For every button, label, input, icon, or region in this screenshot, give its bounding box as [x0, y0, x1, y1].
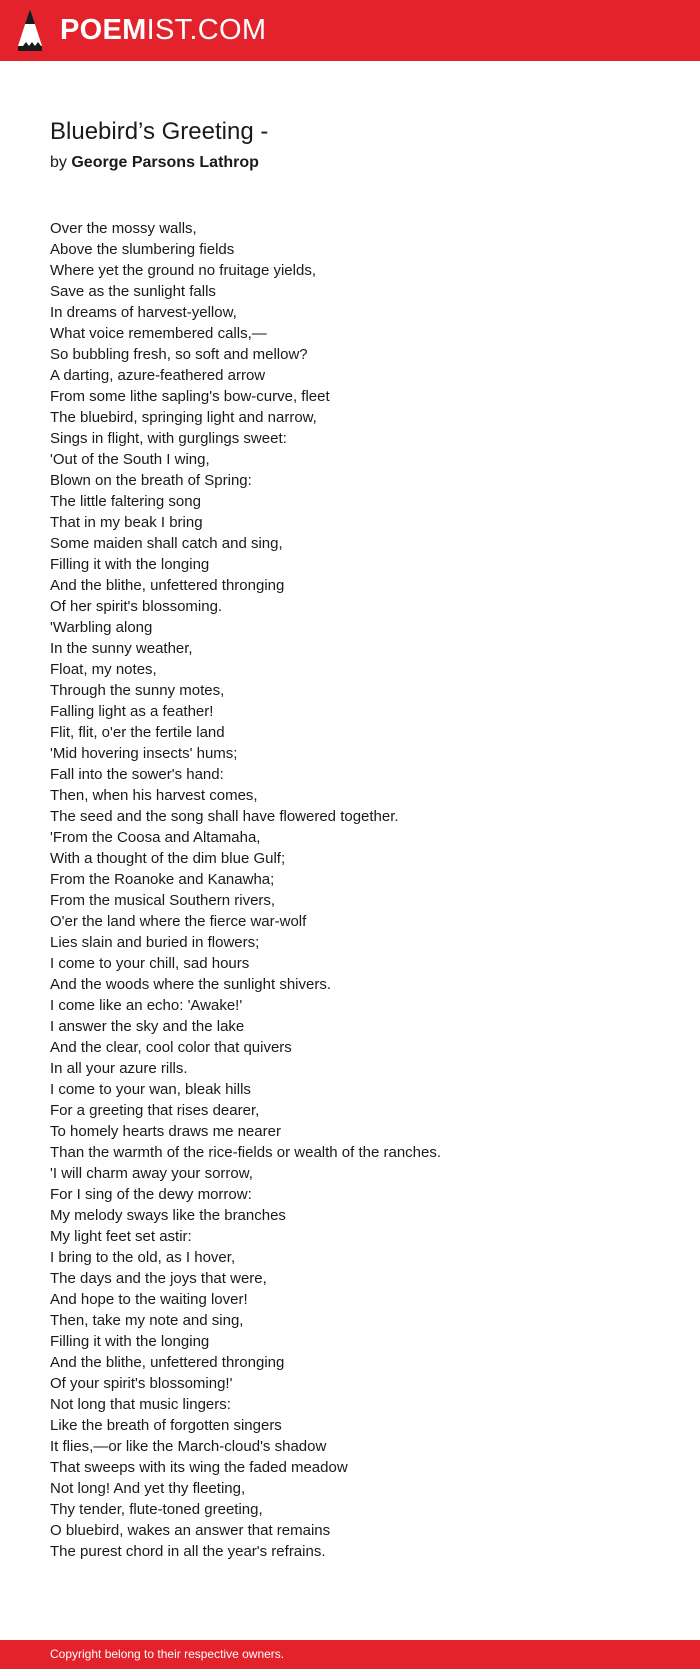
poem-line: Over the mossy walls,: [50, 220, 197, 237]
site-footer: [0, 1640, 700, 1669]
poem-line: From the musical Southern rivers,: [50, 892, 276, 909]
poem-line: I come to your wan, bleak hills: [50, 1081, 251, 1098]
site-logo-text: [60, 8, 266, 52]
poem-line: 'Out of the South I wing,: [50, 451, 210, 468]
poem-line: A darting, azure-feathered arrow: [50, 367, 266, 384]
byline-by-label: by: [50, 154, 67, 171]
poem-author: George Parsons Lathrop: [71, 154, 259, 171]
poem-line: The seed and the song shall have flowered together.: [50, 808, 399, 825]
poem-line: What voice remembered calls,—: [50, 325, 267, 342]
poem-title: Bluebird’s Greeting -: [50, 118, 269, 145]
poem-line: The purest chord in all the year's refrains.: [50, 1543, 326, 1560]
poem-line: In all your azure rills.: [50, 1060, 188, 1077]
poem-line: 'From the Coosa and Altamaha,: [50, 829, 261, 846]
poem-line: So bubbling fresh, so soft and mellow?: [50, 346, 308, 363]
poem-line: And the woods where the sunlight shivers.: [50, 976, 331, 993]
poem-line: And hope to the waiting lover!: [50, 1291, 248, 1308]
poem-line: Not long! And yet thy fleeting,: [50, 1480, 246, 1497]
poem-line: Fall into the sower's hand:: [50, 766, 224, 783]
poem-line: To homely hearts draws me nearer: [50, 1123, 281, 1140]
poem-line: O bluebird, wakes an answer that remains: [50, 1522, 331, 1539]
poem-line: Like the breath of forgotten singers: [50, 1417, 282, 1434]
poem-line: The days and the joys that were,: [50, 1270, 267, 1287]
poem-line: O'er the land where the fierce war-wolf: [50, 913, 307, 930]
poem-line: Filling it with the longing: [50, 1333, 210, 1350]
poem-line: Where yet the ground no fruitage yields,: [50, 262, 316, 279]
poem-line: Thy tender, flute-toned greeting,: [50, 1501, 263, 1518]
poem-line: Falling light as a feather!: [50, 703, 214, 720]
poem-line: Then, when his harvest comes,: [50, 787, 258, 804]
poem-line: 'I will charm away your sorrow,: [50, 1165, 253, 1182]
poem-line: Some maiden shall catch and sing,: [50, 535, 283, 552]
poem-line: That sweeps with its wing the faded meadow: [50, 1459, 348, 1476]
poem-line: And the blithe, unfettered thronging: [50, 1354, 285, 1371]
poem-line: For a greeting that rises dearer,: [50, 1102, 260, 1119]
poem-line: In dreams of harvest-yellow,: [50, 304, 237, 321]
poem-line: And the blithe, unfettered thronging: [50, 577, 285, 594]
poem-heading: [50, 112, 650, 174]
poem-line: Of her spirit's blossoming.: [50, 598, 223, 615]
poem-line: I answer the sky and the lake: [50, 1018, 245, 1035]
poem-line: That in my beak I bring: [50, 514, 203, 531]
poem-line: For I sing of the dewy morrow:: [50, 1186, 252, 1203]
poem-line: Not long that music lingers:: [50, 1396, 231, 1413]
copyright-text: Copyright belong to their respective owners.: [50, 1647, 285, 1661]
logo-text-bold: POEM: [60, 14, 147, 46]
poem-line: The bluebird, springing light and narrow,: [50, 409, 317, 426]
poem-line: Float, my notes,: [50, 661, 157, 678]
poem-line: From the Roanoke and Kanawha;: [50, 871, 275, 888]
poem-line: 'Mid hovering insects' hums;: [50, 745, 238, 762]
poem-line: With a thought of the dim blue Gulf;: [50, 850, 286, 867]
poem-line: Above the slumbering fields: [50, 241, 235, 258]
site-header: [0, 0, 700, 61]
poem-line: Lies slain and buried in flowers;: [50, 934, 260, 951]
poem-line: The little faltering song: [50, 493, 201, 510]
poem-line: Sings in flight, with gurglings sweet:: [50, 430, 287, 447]
poem-line: My melody sways like the branches: [50, 1207, 286, 1224]
poem-line: Then, take my note and sing,: [50, 1312, 244, 1329]
poem-line: Filling it with the longing: [50, 556, 210, 573]
poem-line: Blown on the breath of Spring:: [50, 472, 252, 489]
poem-line: In the sunny weather,: [50, 640, 193, 657]
poem-line: Save as the sunlight falls: [50, 283, 216, 300]
poem-line: I come like an echo: 'Awake!': [50, 997, 243, 1014]
poem-line: I bring to the old, as I hover,: [50, 1249, 236, 1266]
pencil-tip-icon: [16, 8, 44, 52]
logo-text-light: IST.COM: [146, 14, 267, 46]
poem-line: 'Warbling along: [50, 619, 153, 636]
site-logo-link[interactable]: [16, 8, 266, 52]
poem-line: Through the sunny motes,: [50, 682, 225, 699]
poem-line: Of your spirit's blossoming!': [50, 1375, 233, 1392]
poem-line: From some lithe sapling's bow-curve, fleet: [50, 388, 330, 405]
poem-line: It flies,—or like the March-cloud's shadow: [50, 1438, 327, 1455]
poem-line: And the clear, cool color that quivers: [50, 1039, 292, 1056]
poem-line: Than the warmth of the rice-fields or wealth of the ranches.: [50, 1144, 442, 1161]
poem-byline: [50, 152, 650, 174]
poem-line: I come to your chill, sad hours: [50, 955, 250, 972]
poem-body: [50, 218, 670, 1562]
poem-line: Flit, flit, o'er the fertile land: [50, 724, 225, 741]
poem-line: My light feet set astir:: [50, 1228, 192, 1245]
